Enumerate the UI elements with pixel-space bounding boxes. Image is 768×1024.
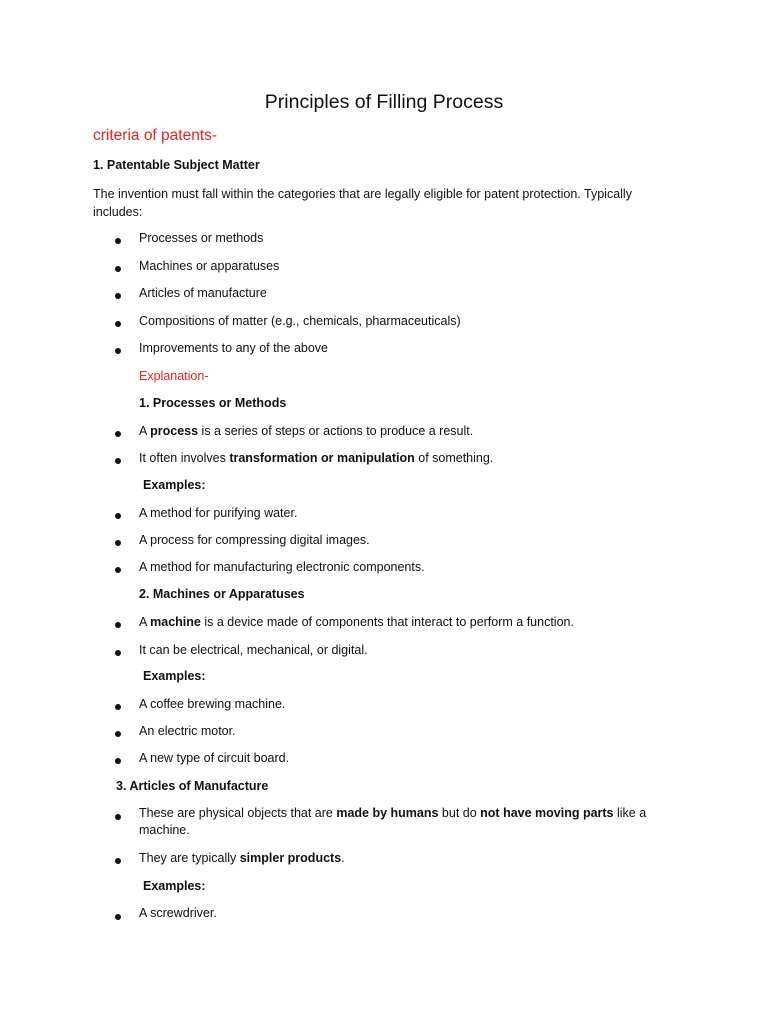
list-bullet bbox=[115, 458, 121, 464]
list-item: They are typically simpler products. bbox=[139, 851, 345, 865]
list-item: These are physical objects that are made by humans but do not have moving parts like a machine. bbox=[139, 806, 647, 837]
list-item: Machines or apparatuses bbox=[139, 259, 280, 273]
list-bullet bbox=[115, 858, 121, 864]
list-item: A process for compressing digital images. bbox=[139, 533, 370, 547]
list-bullet bbox=[115, 266, 121, 272]
examples-label: Examples: bbox=[143, 478, 206, 492]
list-bullet bbox=[115, 704, 121, 710]
list-item: Improvements to any of the above bbox=[139, 341, 328, 355]
examples-label: Examples: bbox=[143, 669, 206, 683]
list-bullet bbox=[115, 622, 121, 628]
list-bullet bbox=[115, 238, 121, 244]
list-bullet bbox=[115, 731, 121, 737]
list-bullet bbox=[115, 567, 121, 573]
list-item: An electric motor. bbox=[139, 724, 236, 738]
list-bullet bbox=[115, 513, 121, 519]
subheading-processes: 1. Processes or Methods bbox=[139, 396, 287, 410]
list-bullet bbox=[115, 540, 121, 546]
list-item: A screwdriver. bbox=[139, 906, 217, 920]
list-item: A process is a series of steps or actions to produce a result. bbox=[139, 424, 474, 438]
list-item: A method for manufacturing electronic components. bbox=[139, 560, 425, 574]
examples-label: Examples: bbox=[143, 879, 206, 893]
list-bullet bbox=[115, 293, 121, 299]
list-item: A machine is a device made of components that interact to perform a function. bbox=[139, 615, 574, 629]
section-intro-paragraph: The invention must fall within the categories that are legally eligible for patent protection. Typically includes: bbox=[93, 187, 632, 219]
list-bullet bbox=[115, 814, 121, 820]
list-bullet bbox=[115, 348, 121, 354]
list-item: A coffee brewing machine. bbox=[139, 697, 286, 711]
list-bullet bbox=[115, 431, 121, 437]
list-bullet bbox=[115, 321, 121, 327]
list-item: It often involves transformation or manipulation of something. bbox=[139, 451, 494, 465]
list-item: A new type of circuit board. bbox=[139, 751, 290, 765]
page-title: Principles of Filling Process bbox=[264, 91, 504, 113]
list-item: Articles of manufacture bbox=[139, 286, 267, 300]
list-bullet bbox=[115, 758, 121, 764]
subheading-articles: 3. Articles of Manufacture bbox=[116, 779, 269, 793]
list-item: It can be electrical, mechanical, or digital. bbox=[139, 643, 368, 657]
section-heading-subject-matter: 1. Patentable Subject Matter bbox=[93, 158, 260, 172]
criteria-heading: criteria of patents- bbox=[93, 127, 218, 144]
explanation-label: Explanation- bbox=[139, 369, 209, 383]
list-bullet bbox=[115, 650, 121, 656]
list-item: A method for purifying water. bbox=[139, 506, 298, 520]
list-item: Compositions of matter (e.g., chemicals, pharmaceuticals) bbox=[139, 314, 461, 328]
list-bullet bbox=[115, 914, 121, 920]
subheading-machines: 2. Machines or Apparatuses bbox=[139, 587, 305, 601]
list-item: Processes or methods bbox=[139, 231, 264, 245]
